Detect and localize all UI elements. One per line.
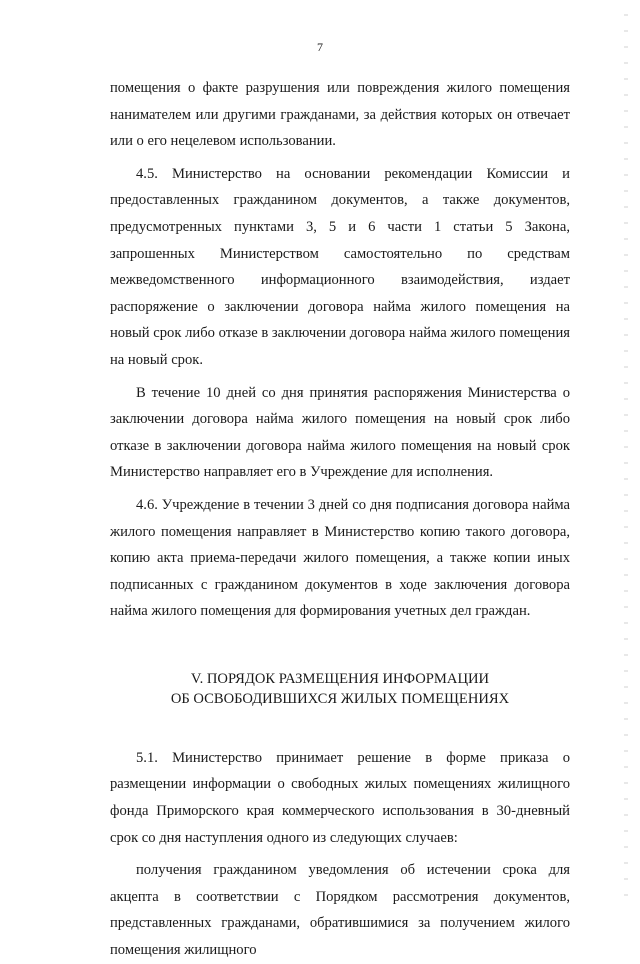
section-title-line-2: ОБ ОСВОБОДИВШИХСЯ ЖИЛЫХ ПОМЕЩЕНИЯХ [170,690,510,707]
page-number: 7 [317,40,323,54]
document-body [110,75,570,964]
section-title-line-1: V. ПОРЯДОК РАЗМЕЩЕНИЯ ИНФОРМАЦИИ [190,670,490,687]
section-title [110,669,570,709]
paragraph-5-1: 5.1. Министерство принимает решение в форме приказа о размещении информации о свободных жилых помещениях жилищного фонда Приморского края коммерческого использования в 30-дневный срок со дня наступления одного из следующих случаев: [110,749,570,846]
paragraph-continuation: помещения о факте разрушения или повреждения жилого помещения нанимателем или другими гражданами, за действия которых он отвечает или о его нецелевом использовании. [110,80,570,150]
scan-margin-marks [624,0,628,905]
paragraph-ten-days: В течение 10 дней со дня принятия распоряжения Министерства о заключении договора найма жилого помещения на новый срок либо отказе в заключении договора найма жилого помещения на новый срок Министерство направляет его в Учреждение для исполнения. [110,384,570,481]
paragraph-4-5: 4.5. Министерство на основании рекомендации Комиссии и предоставленных гражданином документов, а также документов, предусмотренных пунктами 3, 5 и 6 части 1 статьи 5 Закона, запрошенных Министерством самостоятельно по средствам межведомственного информационного взаимодействия, издает распоряжение о заключении договора найма жилого помещения на новый срок либо отказе в заключении договора найма жилого помещения на новый срок. [110,165,570,368]
paragraph-4-6: 4.6. Учреждение в течении 3 дней со дня подписания договора найма жилого помещения направляет в Министерство копию такого договора, копию акта приема-передачи жилого помещения, а также копии иных подписанных с гражданином документов в ходе заключения договора найма жилого помещения для формирования учетных дел граждан. [110,496,570,620]
paragraph-case-1: получения гражданином уведомления об истечении срока для акцепта в соответствии с Порядком рассмотрения документов, представленных гражданами, обратившимися за получением жилого помещения жилищного [110,862,570,959]
